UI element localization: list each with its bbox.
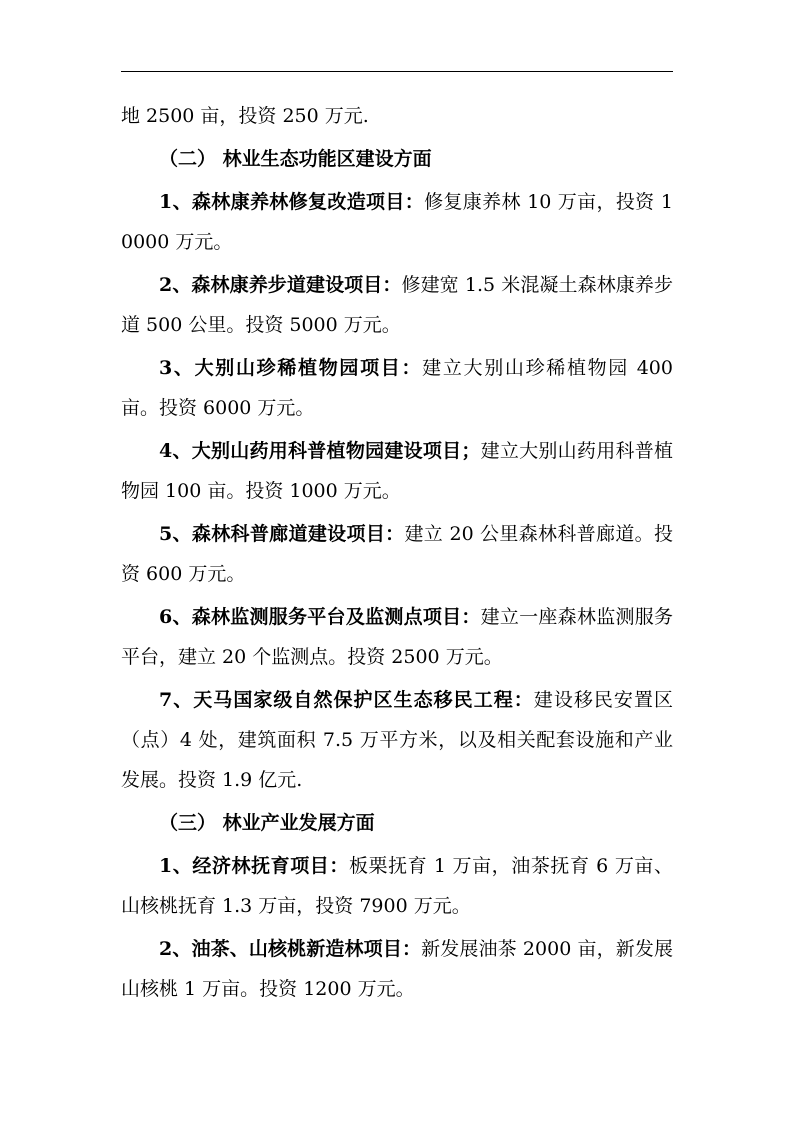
item-text: 建立大别山药用科普植物园 100 亩。投资 1000 万元。	[121, 440, 673, 502]
item-text: 板栗抚育 1 万亩，油茶抚育 6 万亩、山核桃抚育 1.3 万亩，投资 7900 万元。	[121, 855, 673, 917]
section-3-item-1	[121, 846, 673, 926]
item-label: 3、大别山珍稀植物园项目：	[159, 357, 423, 379]
item-text: 新发展油茶 2000 亩，新发展山核桃 1 万亩。投资 1200 万元。	[121, 938, 673, 1000]
section-3-title: （三） 林业产业发展方面	[159, 812, 375, 834]
section-2-item-4	[121, 431, 673, 511]
section-3-item-2	[121, 929, 673, 1009]
document-body	[121, 96, 673, 1009]
item-label: 7、天马国家级自然保护区生态移民工程：	[159, 689, 534, 711]
item-label: 2、油茶、山核桃新造林项目：	[159, 938, 422, 960]
section-2-item-7	[121, 680, 673, 800]
item-text: 建立大别山珍稀植物园 400 亩。投资 6000 万元。	[121, 357, 673, 419]
item-text: 修复康养林 10 万亩，投资 10000 万元。	[121, 191, 673, 253]
item-text: 建立 20 公里森林科普廊道。投资 600 万元。	[121, 523, 673, 585]
header-rule	[121, 71, 673, 72]
item-text: 修建宽 1.5 米混凝土森林康养步道 500 公里。投资 5000 万元。	[121, 274, 673, 336]
section-2-item-3	[121, 348, 673, 428]
item-label: 4、大别山药用科普植物园建设项目；	[159, 440, 481, 462]
item-text: 建设移民安置区（点）4 处，建筑面积 7.5 万平方米，以及相关配套设施和产业发展。投资 1.9 亿元.	[121, 689, 673, 791]
continuation-paragraph: 地 2500 亩，投资 250 万元.	[121, 105, 369, 127]
section-2-item-5	[121, 514, 673, 594]
item-label: 1、森林康养林修复改造项目：	[159, 191, 425, 213]
section-2-item-2	[121, 265, 673, 345]
item-label: 1、经济林抚育项目：	[159, 855, 349, 877]
item-text: 建立一座森林监测服务平台，建立 20 个监测点。投资 2500 万元。	[121, 606, 673, 668]
item-label: 2、森林康养步道建设项目：	[159, 274, 402, 296]
section-2-item-1	[121, 182, 673, 262]
section-2-item-6	[121, 597, 673, 677]
item-label: 6、森林监测服务平台及监测点项目：	[159, 606, 481, 628]
section-2-title: （二） 林业生态功能区建设方面	[159, 148, 432, 170]
item-label: 5、森林科普廊道建设项目：	[159, 523, 405, 545]
